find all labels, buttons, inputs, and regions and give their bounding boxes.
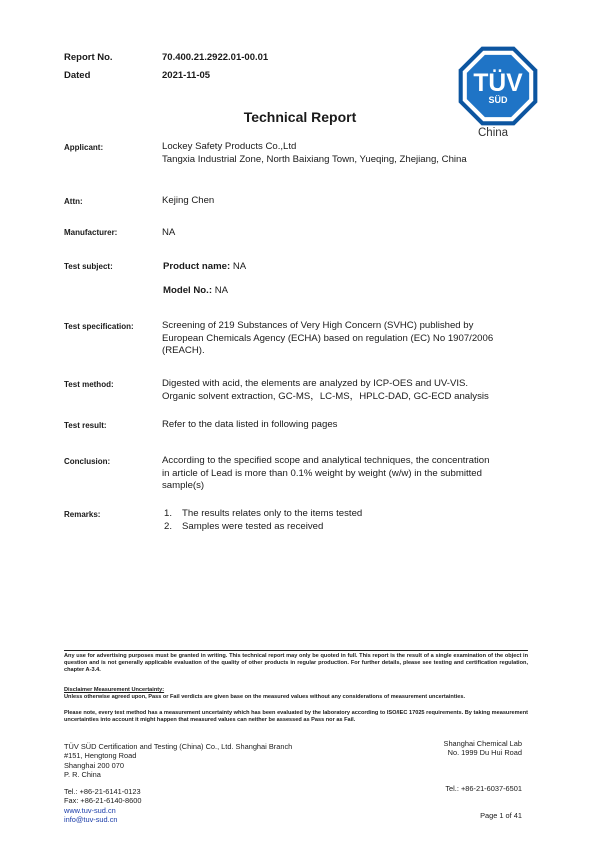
mu-disclaimer-text-2: Please note, every test method has a measurement uncertainty which has been evaluated by the laboratory according to ISO/IEC 17025 requirements. By taking measurement uncertainties into account it might happen that measured values can neither be assessed as Pass nor as Fail. <box>64 710 528 723</box>
test-specification-line-2: European Chemicals Agency (ECHA) based on regulation (EC) No 1907/2006 <box>162 332 494 344</box>
footer-lab-address: No. 1999 Du Hui Road <box>447 748 522 758</box>
model-no-label: Model No.: <box>163 285 213 296</box>
manufacturer-value: NA <box>162 227 176 238</box>
test-subject-label: Test subject: <box>64 262 113 271</box>
report-no-label: Report No. <box>64 52 113 63</box>
conclusion-line-3: sample(s) <box>162 480 205 491</box>
page-number: Page 1 of 41 <box>480 811 522 820</box>
footer-website-link[interactable]: www.tuv-sud.cn <box>64 805 116 815</box>
footer-address-line-3: P. R. China <box>64 770 101 780</box>
test-method-line-1: Digested with acid, the elements are analyzed by ICP-OES and UV-VIS. <box>162 378 469 389</box>
page-title: Technical Report <box>243 109 357 125</box>
mu-disclaimer-text-1: Unless otherwise agreed upon, Pass or Fail verdicts are given base on the measured values without any considerations of measurement uncertainties. <box>64 694 466 700</box>
test-specification-line-3: (REACH). <box>162 345 205 356</box>
footer-tel: Tel.: +86-21-6141-0123 <box>64 787 141 796</box>
logo-region: China <box>478 127 509 139</box>
logo-sub: SÜD <box>488 95 508 106</box>
test-specification-label: Test specification: <box>64 322 134 331</box>
remark-number: 2. <box>164 520 173 532</box>
test-method-label: Test method: <box>64 380 114 389</box>
model-no-value: NA <box>212 285 229 296</box>
attn-label: Attn: <box>64 197 83 206</box>
applicant-label: Applicant: <box>64 143 104 152</box>
remarks-list <box>164 508 362 533</box>
product-name-label: Product name: <box>163 261 231 272</box>
report-no-value: 70.400.21.2922.01-00.01 <box>162 52 269 63</box>
dated-label: Dated <box>64 70 91 81</box>
test-specification-value <box>162 320 493 358</box>
conclusion-line-1: According to the specified scope and analytical techniques, the concentration <box>162 455 490 466</box>
footer-lab-name: Shanghai Chemical Lab <box>443 739 522 748</box>
conclusion-line-2: in article of Lead is more than 0.1% weight by weight (w/w) in the submitted <box>162 467 482 479</box>
dated-value: 2021-11-05 <box>162 70 211 81</box>
remark-text: Samples were tested as received <box>182 520 324 532</box>
conclusion-label: Conclusion: <box>64 457 111 466</box>
footer-address-line-2: Shanghai 200 070 <box>64 760 125 770</box>
mu-disclaimer-heading: Disclaimer Measurement Uncertainty: <box>64 687 165 693</box>
remark-number: 1. <box>164 508 173 519</box>
advertising-disclaimer: Any use for advertising purposes must be granted in writing. This technical report may only be quoted in full. This report is the result of a single examination of the object in question and is not generally applicable evaluation of the quality of other products in regular production. For further details, please see testing and certification regulation, chapter A-3.4. <box>64 653 528 673</box>
footer-lab <box>444 739 522 758</box>
applicant-line-2: Tangxia Industrial Zone, North Baixiang Town, Yueqing, Zhejiang, China <box>162 153 467 165</box>
footer-lab-tel: Tel.: +86-21-6037-6501 <box>445 784 522 793</box>
test-method-line-2: Organic solvent extraction, GC-MS，LC-MS，HPLC-DAD, GC-ECD analysis <box>162 390 489 402</box>
remarks-label: Remarks: <box>64 510 101 519</box>
manufacturer-label: Manufacturer: <box>64 228 118 237</box>
footer-fax: Fax: +86-21-6140-8600 <box>64 796 142 806</box>
footer-address-line-1: #151, Hengtong Road <box>64 751 137 761</box>
test-result-label: Test result: <box>64 421 107 430</box>
model-no-line <box>163 285 228 298</box>
test-method-value <box>162 378 489 403</box>
remark-text: The results relates only to the items tested <box>182 508 363 519</box>
attn-value: Kejing Chen <box>162 195 215 206</box>
footer-company: TÜV SÜD Certification and Testing (China) Co., Ltd. Shanghai Branch <box>64 742 293 751</box>
remark-item <box>164 521 362 534</box>
test-result-value: Refer to the data listed in following pages <box>162 419 338 430</box>
product-name-value: NA <box>230 261 247 272</box>
disclaimer-top-rule <box>64 650 528 651</box>
logo-brand: TÜV <box>473 69 523 97</box>
footer-address <box>64 742 292 780</box>
test-specification-line-1: Screening of 219 Substances of Very High Concern (SVHC) published by <box>162 320 474 331</box>
footer-email-link[interactable]: info@tuv-sud.cn <box>64 815 118 825</box>
footer-contact <box>64 787 141 825</box>
applicant-line-1: Lockey Safety Products Co.,Ltd <box>162 141 297 152</box>
product-name-line <box>163 261 246 274</box>
applicant-value <box>162 141 467 166</box>
conclusion-value <box>162 455 489 493</box>
remark-item <box>164 508 362 521</box>
